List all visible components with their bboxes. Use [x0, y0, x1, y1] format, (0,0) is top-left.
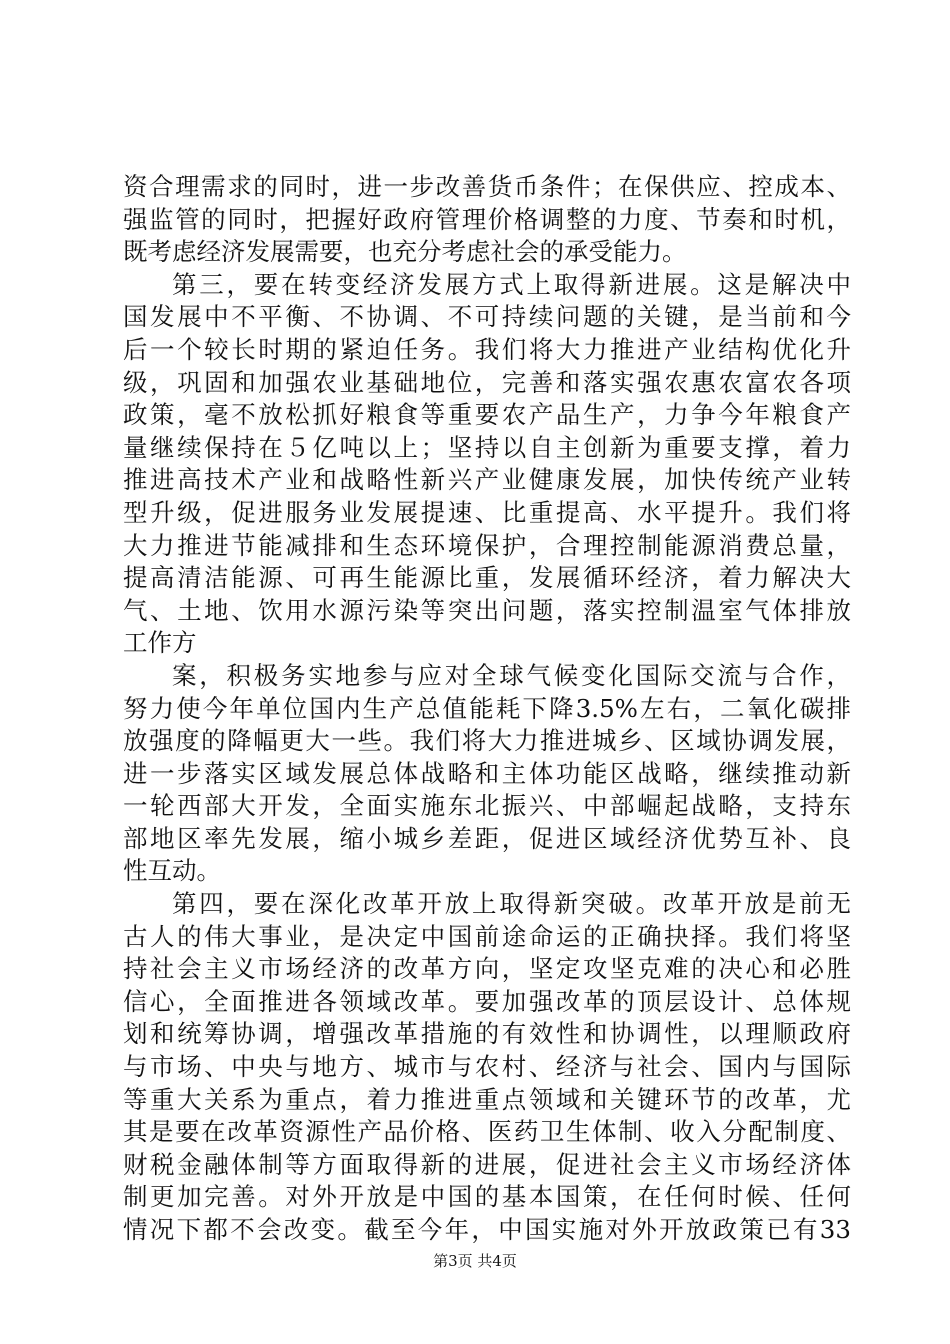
- text-line: 推进高技术产业和战略性新兴产业健康发展，加快传统产业转: [123, 465, 851, 495]
- paragraph: [123, 269, 851, 660]
- text-line: 资合理需求的同时，进一步改善货币条件；在保供应、控成本、: [123, 172, 851, 201]
- text-line: 型升级，促进服务业发展提速、比重提高、水平提升。我们将: [123, 497, 851, 527]
- text-line: 与市场、中央与地方、城市与农村、经济与社会、国内与国际: [123, 1052, 851, 1082]
- text-line: 国发展中不平衡、不协调、不可持续问题的关键，是当前和今: [123, 302, 851, 332]
- text-line: 情况下都不会改变。截至今年，中国实施对外开放政策已有33: [123, 1215, 851, 1244]
- document-body: [123, 171, 851, 1247]
- text-line: 大力推进节能减排和生态环境保护，合理控制能源消费总量，: [123, 530, 851, 560]
- text-line: 性互动。: [123, 856, 221, 886]
- text-line: 政策，毫不放松抓好粮食等重要农产品生产，力争今年粮食产: [123, 400, 851, 430]
- text-line: 既考虑经济发展需要，也充分考虑社会的承受能力。: [123, 237, 687, 267]
- text-line: 强监管的同时，把握好政府管理价格调整的力度、节奏和时机，: [123, 204, 851, 234]
- text-line: 案，积极务实地参与应对全球气候变化国际交流与合作，: [172, 660, 851, 690]
- text-line: 一轮西部大开发，全面实施东北振兴、中部崛起战略，支持东: [123, 791, 851, 821]
- text-line: 等重大关系为重点，着力推进重点领域和关键环节的改革，尤: [123, 1084, 851, 1114]
- text-line: 财税金融体制等方面取得新的进展，促进社会主义市场经济体: [123, 1149, 851, 1179]
- text-line: 提高清洁能源、可再生能源比重，发展循环经济，着力解决大: [123, 563, 851, 593]
- paragraph: [123, 171, 851, 269]
- text-line: 第三，要在转变经济发展方式上取得新进展。这是解决中: [172, 269, 851, 299]
- text-line: 工作方: [123, 628, 197, 658]
- text-line: 级，巩固和加强农业基础地位，完善和落实强农惠农富农各项: [123, 367, 851, 397]
- text-line: 信心，全面推进各领域改革。要加强改革的顶层设计、总体规: [123, 986, 851, 1016]
- paragraph: [123, 888, 851, 1247]
- text-line: 持社会主义市场经济的改革方向，坚定攻坚克难的决心和必胜: [123, 954, 851, 984]
- text-line: 其是要在改革资源性产品价格、医药卫生体制、收入分配制度、: [123, 1117, 851, 1147]
- text-line: 第四，要在深化改革开放上取得新突破。改革开放是前无: [172, 889, 851, 919]
- page-footer: [0, 1251, 950, 1271]
- paragraph: [123, 660, 851, 888]
- page-number-label: 第3页 共4页: [433, 1252, 517, 1270]
- text-line: 气、土地、饮用水源污染等突出问题，落实控制温室气体排放: [123, 595, 851, 625]
- text-line: 古人的伟大事业，是决定中国前途命运的正确抉择。我们将坚: [123, 921, 851, 951]
- text-line: 制更加完善。对外开放是中国的基本国策，在任何时候、任何: [123, 1182, 851, 1212]
- text-line: 量继续保持在５亿吨以上；坚持以自主创新为重要支撑，着力: [123, 432, 851, 462]
- text-line: 后一个较长时期的紧迫任务。我们将大力推进产业结构优化升: [123, 334, 851, 364]
- text-line: 划和统筹协调，增强改革措施的有效性和协调性，以理顺政府: [123, 1019, 851, 1049]
- text-line: 部地区率先发展，缩小城乡差距，促进区域经济优势互补、良: [123, 823, 851, 853]
- text-line: 放强度的降幅更大一些。我们将大力推进城乡、区域协调发展，: [123, 726, 851, 756]
- text-line: 努力使今年单位国内生产总值能耗下降3.5%左右，二氧化碳排: [123, 693, 851, 723]
- text-line: 进一步落实区域发展总体战略和主体功能区战略，继续推动新: [123, 758, 851, 788]
